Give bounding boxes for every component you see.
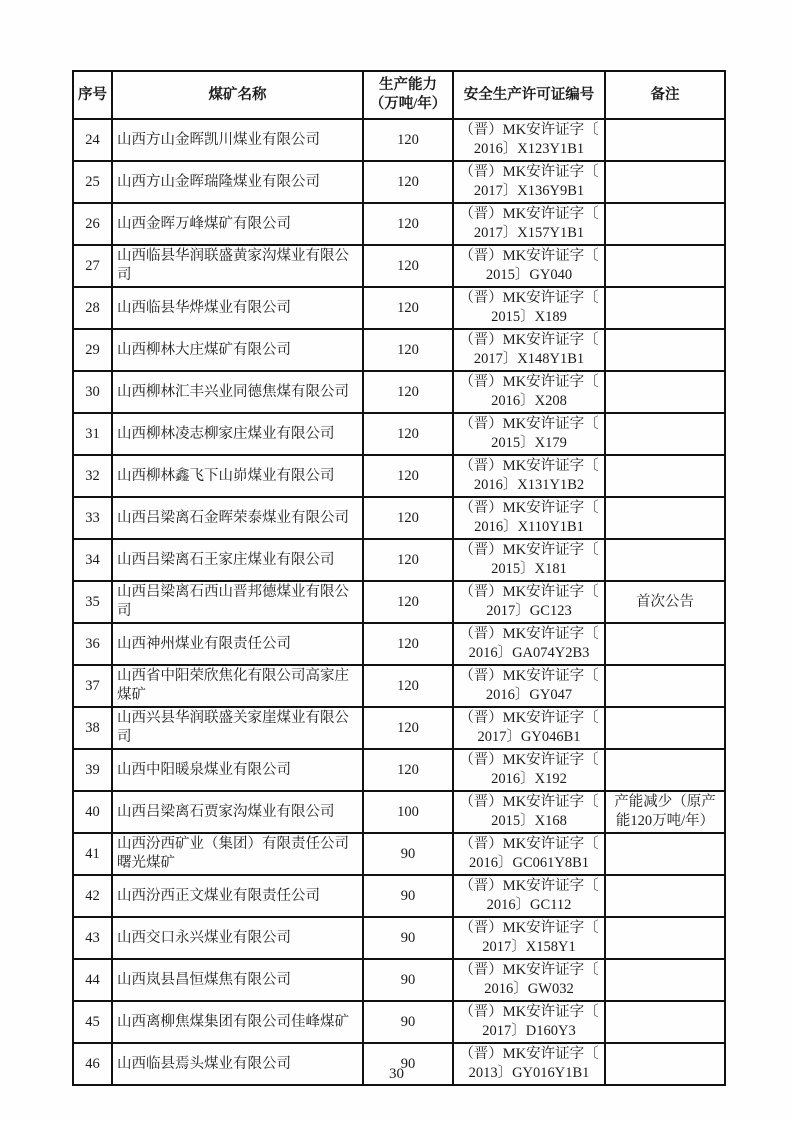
- serial-number-cell: 27: [73, 245, 112, 287]
- license-line1: （晋）MK安许证字〔: [459, 416, 599, 432]
- mine-name-cell: 山西离柳焦煤集团有限公司佳峰煤矿: [112, 1001, 363, 1043]
- table-header-row: [73, 71, 725, 119]
- license-number-cell: [453, 287, 605, 329]
- license-number-cell: [453, 203, 605, 245]
- license-number-cell: [453, 665, 605, 707]
- serial-number-cell: 38: [73, 707, 112, 749]
- serial-number-cell: 36: [73, 623, 112, 665]
- license-line1: （晋）MK安许证字〔: [459, 542, 599, 558]
- mine-name-cell: 山西岚县昌恒煤焦有限公司: [112, 959, 363, 1001]
- coal-mine-license-table: [72, 70, 726, 1086]
- table-row: [73, 245, 725, 287]
- license-line1: （晋）MK安许证字〔: [459, 836, 599, 852]
- mine-name-cell: 山西临县焉头煤业有限公司: [112, 1043, 363, 1085]
- license-line1: （晋）MK安许证字〔: [459, 920, 599, 936]
- capacity-cell: 90: [363, 917, 453, 959]
- header-capacity-line1: 生产能力: [379, 77, 437, 93]
- table-row: [73, 287, 725, 329]
- license-line1: （晋）MK安许证字〔: [459, 206, 599, 222]
- table-row: [73, 581, 725, 623]
- header-license-number: 安全生产许可证编号: [453, 71, 605, 119]
- mine-name-cell: 山西交口永兴煤业有限公司: [112, 917, 363, 959]
- capacity-cell: 90: [363, 959, 453, 1001]
- remark-cell: [605, 371, 725, 413]
- license-line1: （晋）MK安许证字〔: [459, 626, 599, 642]
- serial-number-cell: 25: [73, 161, 112, 203]
- capacity-cell: 100: [363, 791, 453, 833]
- capacity-cell: 120: [363, 329, 453, 371]
- serial-number-cell: 46: [73, 1043, 112, 1085]
- remark-cell: [605, 833, 725, 875]
- serial-number-cell: 32: [73, 455, 112, 497]
- capacity-cell: 120: [363, 413, 453, 455]
- license-number-cell: [453, 707, 605, 749]
- license-line1: （晋）MK安许证字〔: [459, 878, 599, 894]
- license-line2: 2017〕GY046B1: [477, 729, 581, 745]
- license-line1: （晋）MK安许证字〔: [459, 374, 599, 390]
- license-line2: 2017〕X148Y1B1: [473, 351, 585, 367]
- license-line2: 2016〕X192: [491, 771, 567, 787]
- license-number-cell: [453, 959, 605, 1001]
- license-line1: （晋）MK安许证字〔: [459, 122, 599, 138]
- license-line2: 2016〕GY047: [485, 687, 573, 703]
- capacity-cell: 120: [363, 161, 453, 203]
- serial-number-cell: 26: [73, 203, 112, 245]
- remark-cell: [605, 455, 725, 497]
- mine-name-cell: 山西柳林汇丰兴业同德焦煤有限公司: [112, 371, 363, 413]
- serial-number-cell: 33: [73, 497, 112, 539]
- capacity-cell: 120: [363, 455, 453, 497]
- capacity-cell: 120: [363, 749, 453, 791]
- remark-cell: [605, 1001, 725, 1043]
- capacity-cell: 120: [363, 119, 453, 161]
- mine-name-cell: 山西汾西正文煤业有限责任公司: [112, 875, 363, 917]
- remark-cell: [605, 707, 725, 749]
- license-line1: （晋）MK安许证字〔: [459, 164, 599, 180]
- license-line1: （晋）MK安许证字〔: [459, 962, 599, 978]
- license-line1: （晋）MK安许证字〔: [459, 248, 599, 264]
- mine-name-cell: 山西方山金晖瑞隆煤业有限公司: [112, 161, 363, 203]
- license-number-cell: [453, 455, 605, 497]
- header-capacity: [363, 71, 453, 119]
- serial-number-cell: 41: [73, 833, 112, 875]
- header-serial-number: 序号: [73, 71, 112, 119]
- capacity-cell: 120: [363, 203, 453, 245]
- serial-number-cell: 40: [73, 791, 112, 833]
- license-number-cell: [453, 875, 605, 917]
- license-number-cell: [453, 791, 605, 833]
- header-capacity-line2: （万吨/年）: [369, 96, 447, 112]
- remark-cell: [605, 287, 725, 329]
- mine-name-cell: 山西兴县华润联盛关家崖煤业有限公司: [112, 707, 363, 749]
- license-number-cell: [453, 329, 605, 371]
- table-body: [73, 119, 725, 1085]
- license-line1: （晋）MK安许证字〔: [459, 1046, 599, 1062]
- capacity-cell: 90: [363, 1043, 453, 1085]
- table-row: [73, 665, 725, 707]
- capacity-cell: 120: [363, 539, 453, 581]
- license-number-cell: [453, 539, 605, 581]
- serial-number-cell: 31: [73, 413, 112, 455]
- capacity-cell: 120: [363, 665, 453, 707]
- mine-name-cell: 山西中阳暖泉煤业有限公司: [112, 749, 363, 791]
- license-line1: （晋）MK安许证字〔: [459, 668, 599, 684]
- license-number-cell: [453, 833, 605, 875]
- license-line2: 2017〕D160Y3: [482, 1023, 576, 1039]
- remark-cell: [605, 665, 725, 707]
- mine-name-cell: 山西吕梁离石王家庄煤业有限公司: [112, 539, 363, 581]
- table-row: [73, 119, 725, 161]
- license-line2: 2013〕GY016Y1B1: [468, 1065, 590, 1081]
- serial-number-cell: 39: [73, 749, 112, 791]
- serial-number-cell: 45: [73, 1001, 112, 1043]
- table-row: [73, 833, 725, 875]
- license-line2: 2017〕GC123: [486, 603, 572, 619]
- table-row: [73, 917, 725, 959]
- table-row: [73, 371, 725, 413]
- license-number-cell: [453, 1001, 605, 1043]
- header-remark: 备注: [605, 71, 725, 119]
- capacity-cell: 120: [363, 245, 453, 287]
- mine-name-cell: 山西神州煤业有限责任公司: [112, 623, 363, 665]
- capacity-cell: 90: [363, 833, 453, 875]
- remark-cell: [605, 875, 725, 917]
- serial-number-cell: 28: [73, 287, 112, 329]
- table-row: [73, 413, 725, 455]
- table-row: [73, 749, 725, 791]
- license-line1: （晋）MK安许证字〔: [459, 584, 599, 600]
- capacity-cell: 120: [363, 287, 453, 329]
- serial-number-cell: 24: [73, 119, 112, 161]
- license-number-cell: [453, 749, 605, 791]
- license-line2: 2016〕GA074Y2B3: [468, 645, 590, 661]
- license-number-cell: [453, 413, 605, 455]
- license-number-cell: [453, 497, 605, 539]
- license-line1: （晋）MK安许证字〔: [459, 332, 599, 348]
- remark-cell: [605, 413, 725, 455]
- page-number: 30: [389, 1066, 404, 1082]
- license-line2: 2017〕X157Y1B1: [473, 225, 585, 241]
- remark-cell: [605, 203, 725, 245]
- license-line2: 2015〕GY040: [485, 267, 573, 283]
- serial-number-cell: 35: [73, 581, 112, 623]
- capacity-cell: 120: [363, 581, 453, 623]
- license-line2: 2016〕GW032: [484, 981, 574, 997]
- mine-name-cell: 山西汾西矿业（集团）有限责任公司曙光煤矿: [112, 833, 363, 875]
- header-mine-name: 煤矿名称: [112, 71, 363, 119]
- table-row: [73, 959, 725, 1001]
- table-row: [73, 707, 725, 749]
- remark-cell: [605, 539, 725, 581]
- mine-name-cell: 山西吕梁离石贾家沟煤业有限公司: [112, 791, 363, 833]
- serial-number-cell: 43: [73, 917, 112, 959]
- license-line1: （晋）MK安许证字〔: [459, 500, 599, 516]
- license-line2: 2016〕X208: [491, 393, 567, 409]
- mine-name-cell: 山西柳林鑫飞下山峁煤业有限公司: [112, 455, 363, 497]
- remark-cell: [605, 119, 725, 161]
- serial-number-cell: 30: [73, 371, 112, 413]
- license-line2: 2016〕X110Y1B1: [474, 519, 584, 535]
- license-line2: 2016〕X131Y1B2: [473, 477, 585, 493]
- table-row: [73, 203, 725, 245]
- serial-number-cell: 37: [73, 665, 112, 707]
- license-number-cell: [453, 245, 605, 287]
- mine-name-cell: 山西金晖万峰煤矿有限公司: [112, 203, 363, 245]
- license-line2: 2015〕X181: [491, 561, 567, 577]
- capacity-cell: 90: [363, 875, 453, 917]
- license-line2: 2015〕X189: [491, 309, 567, 325]
- mine-name-cell: 山西柳林大庄煤矿有限公司: [112, 329, 363, 371]
- remark-cell: [605, 959, 725, 1001]
- mine-name-cell: 山西临县华润联盛黄家沟煤业有限公司: [112, 245, 363, 287]
- serial-number-cell: 42: [73, 875, 112, 917]
- table-row: [73, 539, 725, 581]
- table-row: [73, 1001, 725, 1043]
- license-line1: （晋）MK安许证字〔: [459, 794, 599, 810]
- license-line2: 2016〕GC112: [486, 897, 572, 913]
- license-line2: 2015〕X179: [491, 435, 567, 451]
- license-line2: 2016〕GC061Y8B1: [468, 855, 590, 871]
- license-line1: （晋）MK安许证字〔: [459, 752, 599, 768]
- table-row: [73, 875, 725, 917]
- license-line1: （晋）MK安许证字〔: [459, 290, 599, 306]
- license-number-cell: [453, 623, 605, 665]
- mine-name-cell: 山西吕梁离石西山晋邦德煤业有限公司: [112, 581, 363, 623]
- serial-number-cell: 29: [73, 329, 112, 371]
- capacity-cell: 120: [363, 623, 453, 665]
- license-line2: 2017〕X158Y1: [482, 939, 576, 955]
- remark-cell: [605, 161, 725, 203]
- remark-cell: 首次公告: [605, 581, 725, 623]
- remark-cell: [605, 917, 725, 959]
- table-row: [73, 161, 725, 203]
- remark-cell: [605, 497, 725, 539]
- table-row: [73, 623, 725, 665]
- capacity-cell: 120: [363, 497, 453, 539]
- remark-cell: [605, 245, 725, 287]
- serial-number-cell: 34: [73, 539, 112, 581]
- license-line1: （晋）MK安许证字〔: [459, 1004, 599, 1020]
- license-number-cell: [453, 917, 605, 959]
- table-row: [73, 329, 725, 371]
- license-number-cell: [453, 581, 605, 623]
- mine-name-cell: 山西吕梁离石金晖荣泰煤业有限公司: [112, 497, 363, 539]
- table-row: [73, 497, 725, 539]
- table-row: [73, 791, 725, 833]
- license-number-cell: [453, 161, 605, 203]
- license-number-cell: [453, 371, 605, 413]
- license-line2: 2017〕X136Y9B1: [473, 183, 585, 199]
- license-line2: 2016〕X123Y1B1: [473, 141, 585, 157]
- license-line1: （晋）MK安许证字〔: [459, 710, 599, 726]
- capacity-cell: 120: [363, 707, 453, 749]
- remark-cell: [605, 749, 725, 791]
- mine-name-cell: 山西省中阳荣欣焦化有限公司高家庄煤矿: [112, 665, 363, 707]
- license-line2: 2015〕X168: [491, 813, 567, 829]
- serial-number-cell: 44: [73, 959, 112, 1001]
- capacity-cell: 120: [363, 371, 453, 413]
- table-row: [73, 455, 725, 497]
- remark-cell: 产能减少（原产能120万吨/年）: [605, 791, 725, 833]
- mine-name-cell: 山西临县华烨煤业有限公司: [112, 287, 363, 329]
- license-number-cell: [453, 119, 605, 161]
- remark-cell: [605, 623, 725, 665]
- mine-name-cell: 山西柳林凌志柳家庄煤业有限公司: [112, 413, 363, 455]
- capacity-cell: 90: [363, 1001, 453, 1043]
- remark-cell: [605, 329, 725, 371]
- mine-name-cell: 山西方山金晖凯川煤业有限公司: [112, 119, 363, 161]
- license-line1: （晋）MK安许证字〔: [459, 458, 599, 474]
